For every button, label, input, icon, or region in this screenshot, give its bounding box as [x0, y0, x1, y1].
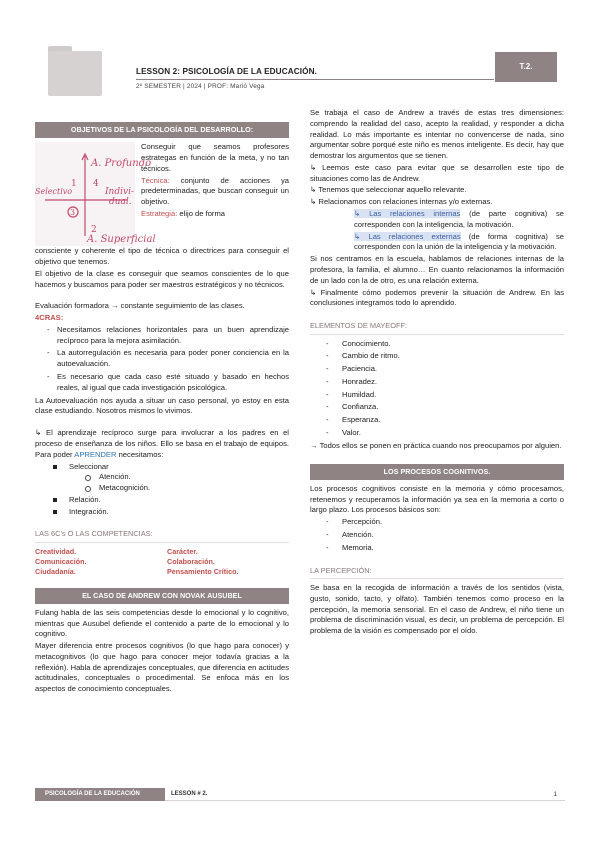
sketch-label-left: Selectivo: [35, 187, 73, 197]
cras-list: [35, 325, 289, 394]
list-item: - Atención.: [324, 530, 564, 541]
page-footer: [35, 788, 565, 802]
page-number: 1: [553, 791, 557, 798]
section-heading-andrew: EL CASO DE ANDREW CON NOVAK AUSUBEL: [35, 588, 289, 604]
estrategia-text-beside: elijo de forma: [177, 208, 226, 218]
list-item: - Memoria.: [324, 543, 564, 554]
tecnica-text: conjunto de acciones ya predeterminadas, que buscan conseguir un objetivo.: [141, 175, 289, 207]
left-column: [35, 108, 289, 696]
relaciones-externas-highlight: ↳ Las relaciones externas: [354, 231, 461, 241]
page-title: LESSON 2: PSICOLOGÍA DE LA EDUCACIÓN.: [136, 67, 317, 76]
procesos-list: [310, 517, 564, 553]
list-item: - Esperanza.: [324, 415, 564, 426]
andrew-paragraph-2: Mayer diferencia entre procesos cognitivos (lo que hago para conocer) y metacognitivos (lo que hago para conocer mejor todavía gracias a la reflexión). Habla de aprendizajes conceptuales, que diferencia en actitudes actitudinales, conceptuales o procedimental. Se enfoca más en los aspectos de conocimiento conceptuales.: [35, 641, 289, 694]
section-heading-procesos: LOS PROCESOS COGNITIVOS.: [310, 464, 564, 480]
header-divider: [136, 79, 494, 80]
competencias-grid: [35, 547, 289, 578]
relaciones-externas-text: (de forma cognitiva) se corresponden con la unión de la inteligencia y la motivación.: [354, 231, 564, 252]
list-item: - La autorregulación es necesaria para poder poner conciencia en la autoevaluación.: [43, 348, 289, 370]
list-item: - Honradez.: [324, 377, 564, 388]
aprender-keyword: APRENDER: [74, 449, 117, 459]
tecnica-definition: [141, 176, 289, 208]
list-item: - Paciencia.: [324, 364, 564, 375]
arrow-note: ↳ Relacionamos con relaciones internas y/o externas.: [310, 197, 493, 207]
aprendizaje-reciproco-paragraph: [35, 428, 289, 460]
topic-badge: T.2.: [495, 52, 557, 82]
right-column: [310, 108, 564, 638]
section-heading-competencias: LAS 6C's O LAS COMPETENCIAS:: [35, 529, 289, 543]
relaciones-externas: [310, 232, 564, 254]
list-item: [53, 462, 289, 494]
list-item: - Percepción.: [324, 517, 564, 528]
section-heading-objetivos: OBJETIVOS DE LA PSICOLOGÍA DEL DESARROLLO:: [35, 122, 289, 138]
sketch-number-2: 2: [91, 225, 97, 236]
sketch-label-right1: Indivi-: [105, 187, 134, 198]
andrew-paragraph-1: Fulang habla de las seis competencias desde lo emocional y lo cognitivo, mientras que Ausubel defiende el contenido a parte de lo emocional y lo cognitivo.: [35, 607, 289, 639]
relaciones-internas: [310, 209, 564, 231]
objetivo-meta: Conseguir que seamos profesores estrategas en función de la meta, y no tan técnicos.: [141, 142, 289, 173]
list-item: - Cambio de ritmo.: [324, 351, 564, 362]
tecnica-label: Técnica:: [141, 175, 170, 185]
folder-icon: [48, 46, 102, 96]
aprendizaje-post: necesitamos:: [116, 449, 164, 459]
list-item: - Es necesario que cada caso esté situado y basado en hechos reales, al igual que cada investigación psicológica.: [43, 372, 289, 394]
sketch-number-3: 3: [70, 208, 76, 218]
sub-list: [69, 472, 289, 494]
competencia-item: Creatividad.: [35, 546, 77, 556]
list-item: - Conocimiento.: [324, 339, 564, 350]
competencia-item: Ciudadanía.: [35, 567, 76, 577]
arrow-note: ↳ Finalmente cómo podemos prevenir la situación de Andrew. En las conclusiones integramos todo lo aprendido.: [310, 287, 564, 308]
evaluacion-formadora: Evaluación formadora → constante seguimiento de las clases.: [35, 301, 245, 311]
estrategia-definition: [141, 209, 289, 220]
mayeroff-note: → Todos ellos se ponen en práctica cuando nos preocupamos por alguien.: [310, 440, 562, 450]
escuela-paragraph: Si nos centramos en la escuela, hablamos de relaciones internas de la profesora, la familia, el alumno… En cuanto relacionamos la información de un lado con la de otro, es una relación externa.: [310, 254, 564, 285]
list-item: Atención.: [85, 472, 289, 483]
footer-divider: [165, 800, 565, 801]
list-item: Integración.: [53, 507, 289, 518]
footer-course: PSICOLOGÍA DE LA EDUCACIÓN: [35, 788, 165, 801]
objetivo-clase-paragraph: El objetivo de la clase es conseguir que seamos conscientes de lo que hacemos y buscamos para poder ser maestros estratégicos y no técnicos.: [35, 268, 289, 289]
aprender-list: [35, 462, 289, 518]
list-item: Relación.: [53, 495, 289, 506]
arrow-note: ↳ Tenemos que seleccionar aquello relevante.: [310, 185, 467, 195]
estrategia-label: Estrategia:: [141, 208, 178, 218]
relaciones-internas-highlight: ↳ Las relaciones internas: [354, 209, 461, 219]
footer-lesson: LESSON # 2.: [171, 791, 208, 797]
sketch-label-right2: dual.: [109, 197, 132, 208]
competencia-item: Carácter.: [167, 546, 198, 556]
sketch-label-top: A. Profundo: [91, 158, 152, 170]
objetivos-figure-row: [35, 142, 289, 246]
list-item: Metacognición.: [85, 483, 289, 494]
arrow-note: ↳ Leemos este caso para evitar que se desarrollen este tipo de situaciones como las de Andrew.: [310, 162, 564, 183]
autoevaluacion-paragraph: La Autoevaluación nos ayuda a situar un caso personal, yo estoy en esta clase estudiando. Nosotros mismos lo vivimos.: [35, 395, 289, 416]
course-meta: 2º SEMESTER | 2024 | PROF: Marió Vega: [136, 83, 265, 90]
relaciones-internas-text: (de parte cognitiva) se corresponden con la inteligencia, la motivación.: [354, 209, 564, 229]
objetivos-beside-text: [141, 142, 289, 246]
percepcion-paragraph: Se basa en la recogida de información a través de los sentidos (vista, gusto, sonido, tacto, y olfato). También tenemos como proceso en la percepción, la memoria sensorial. En el caso de Andrew, el niño tiene un problema de discriminación visual, es decir, un problema de percepción. El problema de la visión es compensado por el oído.: [310, 583, 564, 636]
sketch-number-1: 1: [71, 179, 77, 190]
cras-label: 4CRAS:: [35, 313, 64, 323]
section-heading-mayeroff: ELEMENTOS DE MAYEOFF:: [310, 321, 564, 335]
list-item: - Confianza.: [324, 402, 564, 413]
list-item-label: Seleccionar: [69, 461, 109, 471]
competencia-item: Colaboración.: [167, 557, 215, 567]
aprendizaje-pre: ↳ El aprendizaje recíproco surge para involucrar a los padres en el proceso de enseñanza de los niños. Ello se basa en el trabajo de equipos. Para poder: [35, 428, 289, 459]
estrategia-text-continued: consciente y coherente el tipo de técnica o directrices para conseguir el objetivo que tenemos.: [35, 246, 289, 266]
list-item: - Humildad.: [324, 390, 564, 401]
list-item: - Necesitamos relaciones horizontales para un buen aprendizaje recíproco para la mejora asimilación.: [43, 325, 289, 347]
sketch-label-bottom: A. Superficial: [87, 234, 156, 246]
list-item: - Valor.: [324, 428, 564, 439]
procesos-paragraph: Los procesos cognitivos consiste en la memoria y cómo procesamos, retenemos y recuperamos la información ya sea en la memoria a corto o largo plazo. Los procesos básicos son:: [310, 483, 564, 515]
competencia-item: Pensamiento Crítico.: [167, 567, 239, 577]
sketch-number-4: 4: [93, 179, 99, 190]
mayeroff-list: [310, 339, 564, 439]
competencia-item: Comunicación.: [35, 557, 87, 567]
dimensiones-paragraph: Se trabaja el caso de Andrew a través de estas tres dimensiones: comprendo la realidad del caso, acepto la realidad, y responder a dicha realidad. Lo más importante es intentar no convencerse de nada, sino argumentar sobre porqué este niño es menos inteligente. Es decir, hay que demostrar los argumentos que se tienen.: [310, 108, 564, 161]
section-heading-percepcion: LA PERCEPCIÓN:: [310, 566, 564, 580]
